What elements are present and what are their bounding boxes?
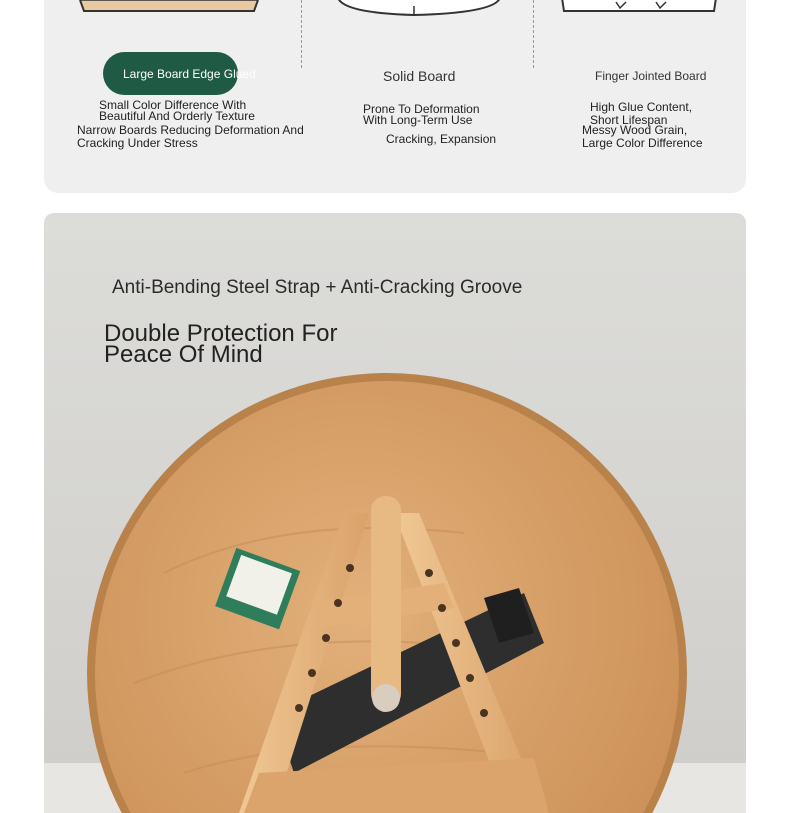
column-divider: [301, 0, 302, 68]
right-desc-line2: Short Lifespan: [590, 113, 668, 127]
stool-underside-illustration: [44, 213, 746, 813]
left-desc-line2: Beautiful And Orderly Texture: [99, 109, 255, 123]
left-desc-line3: Narrow Boards Reducing Deformation And: [77, 123, 304, 137]
feature-subtitle: Anti-Bending Steel Strap + Anti-Cracking Groove: [112, 277, 523, 298]
edge-glued-badge: Large Board Edge Glued: [103, 52, 238, 95]
feature-title: [104, 320, 338, 368]
left-desc-line4: Cracking Under Stress: [77, 136, 198, 150]
middle-desc-line3: Cracking, Expansion: [386, 132, 497, 146]
right-desc-line4: Large Color Difference: [582, 136, 703, 150]
feature-title-line2: Peace Of Mind: [104, 341, 263, 368]
feature-title-line1: Double Protection For: [104, 320, 338, 347]
middle-desc-line1: Prone To Deformation: [363, 102, 480, 116]
right-desc-line1: High Glue Content,: [590, 100, 693, 114]
middle-desc-line2: With Long-Term Use: [363, 113, 473, 127]
finger-jointed-title: Finger Jointed Board: [595, 69, 707, 83]
board-comparison-card: [44, 0, 746, 193]
solid-board-illustration: [334, 0, 504, 20]
right-desc-line3: Messy Wood Grain,: [582, 123, 688, 137]
solid-board-title: Solid Board: [383, 68, 456, 84]
left-desc-line1: Small Color Difference With: [99, 98, 247, 112]
stool-bottom-photo-card: [44, 213, 746, 813]
column-divider: [533, 0, 534, 68]
finger-jointed-board-illustration: [556, 0, 721, 16]
edge-glued-board-illustration: [74, 0, 264, 16]
